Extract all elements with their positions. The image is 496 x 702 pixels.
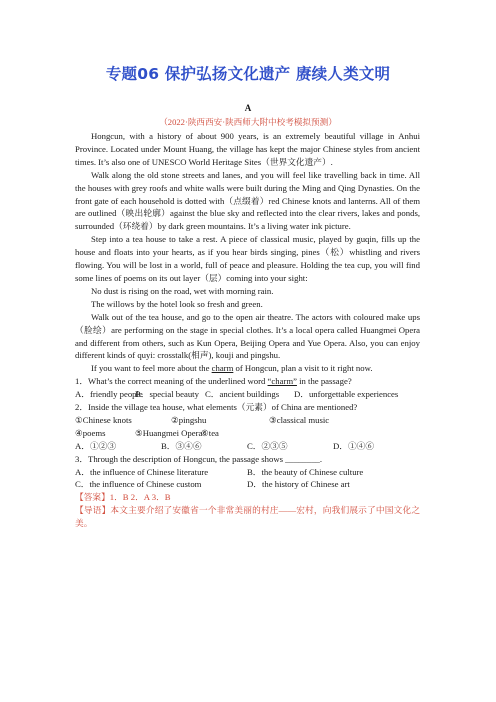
guide-line: 【导语】本文主要介绍了安徽省一个非常美丽的村庄——宏村，向我们展示了中国文化之美。 xyxy=(75,505,420,529)
poem-line-2: The willows by the hotel look so fresh and green. xyxy=(91,298,263,309)
question-2-options xyxy=(75,440,420,453)
passage-body xyxy=(75,130,420,530)
question-3-stem: 3．Through the description of Hongcun, the passage shows ________. xyxy=(75,453,323,464)
q2-item-3: ③classical music xyxy=(269,414,330,425)
question-2-items-row-1 xyxy=(75,414,420,427)
q1-option-d: D．unforgettable experiences xyxy=(294,389,399,400)
page-title: 专题06 保护弘扬文化遗产 赓续人类文明 xyxy=(105,65,391,83)
q3-option-b: B．the beauty of Chinese culture xyxy=(247,466,364,477)
q3-option-a: A．the influence of Chinese literature xyxy=(75,466,209,477)
question-3-options xyxy=(75,466,420,492)
q1-option-c: C．ancient buildings xyxy=(205,389,280,400)
passage-paragraph-1: Hongcun, with a history of about 900 years, is an extremely beautiful village in Anhui Province. Located under Mount Huang, the village has kept the major Chinese styles from ancient times. It’s also one of UNESCO World Heritage Sites（世界文化遗产）. xyxy=(75,131,420,167)
q2-option-a: A．①②③ xyxy=(75,440,117,451)
p5-text-before: If you want to feel more about the xyxy=(91,363,212,374)
section-label: A xyxy=(244,103,252,113)
source-note: （2022·陕西西安·陕西师大附中校考模拟预测） xyxy=(159,117,337,127)
q2-option-b: B．③④⑥ xyxy=(161,440,202,451)
question-2-stem: 2．Inside the village tea house, what elements（元素）of China are mentioned? xyxy=(75,402,358,413)
q1-stem-underlined: “charm” xyxy=(267,376,297,387)
q2-option-c: C．②③⑤ xyxy=(247,440,288,451)
q2-item-6: ⑥tea xyxy=(201,427,219,438)
q3-option-c: C．the influence of Chinese custom xyxy=(75,479,202,490)
p5-text-after: of Hongcun, plan a visit to it right now. xyxy=(233,363,373,374)
passage-paragraph-5 xyxy=(75,362,420,375)
q2-item-1: ①Chinese knots xyxy=(75,414,132,425)
passage-paragraph-2: Walk along the old stone streets and lanes, and you will feel like travelling back in time. All the houses with grey roofs and white walls were built during the Ming and Qing Dynasties. On the front gate of each household is dotted with（点缀着）red Chinese knots and lanterns. All of them are outlined（映出轮廓）against the blue sky and reflected into the clear rivers, lakes and ponds, surrounded（环绕着）by dark green mountains. It’s a living water ink picture. xyxy=(75,169,420,232)
underlined-word-charm: charm xyxy=(211,363,234,374)
question-2-items-row-2 xyxy=(75,427,420,440)
q2-option-d: D．①④⑥ xyxy=(333,440,375,451)
passage-paragraph-3: Step into a tea house to take a rest. A piece of classical music, played by guqin, fills up the house and floats into your hearts, as if you hear birds singing, pines（松）whistling and rivers flowing. You will be lost in a world, full of peace and pleasure. Holding the tea cup, you will find some lines of poems on its out layer（层）coming into your sight: xyxy=(75,234,420,283)
q2-item-4: ④poems xyxy=(75,427,106,438)
q1-option-a: A．friendly people xyxy=(75,389,143,400)
question-1-options xyxy=(75,388,420,401)
poem-line-1: No dust is rising on the road, wet with morning rain. xyxy=(91,285,274,296)
question-1-stem xyxy=(75,375,420,388)
q2-item-5: ⑤Huangmei Opera xyxy=(135,427,203,438)
passage-paragraph-4: Walk out of the tea house, and go to the open air theatre. The actors with coloured make ups（脸绘）are performing on the stage in special clothes. It’s a local opera called Huangmei Opera and different from others, such as Kun Opera, Beijing Opera and Yue Opera. Also, you can enjoy different kinds of quyi: crosstalk(相声), kouji and pingshu. xyxy=(75,311,420,361)
q1-stem-before: 1．What’s the correct meaning of the underlined word xyxy=(75,376,268,387)
q1-stem-after: in the passage? xyxy=(296,376,352,387)
q1-option-b: B．special beauty xyxy=(135,389,199,400)
q2-item-2: ②pingshu xyxy=(171,414,207,425)
q3-option-d: D．the history of Chinese art xyxy=(247,479,350,490)
answer-line: 【答案】1．B 2．A 3．B xyxy=(75,492,171,503)
